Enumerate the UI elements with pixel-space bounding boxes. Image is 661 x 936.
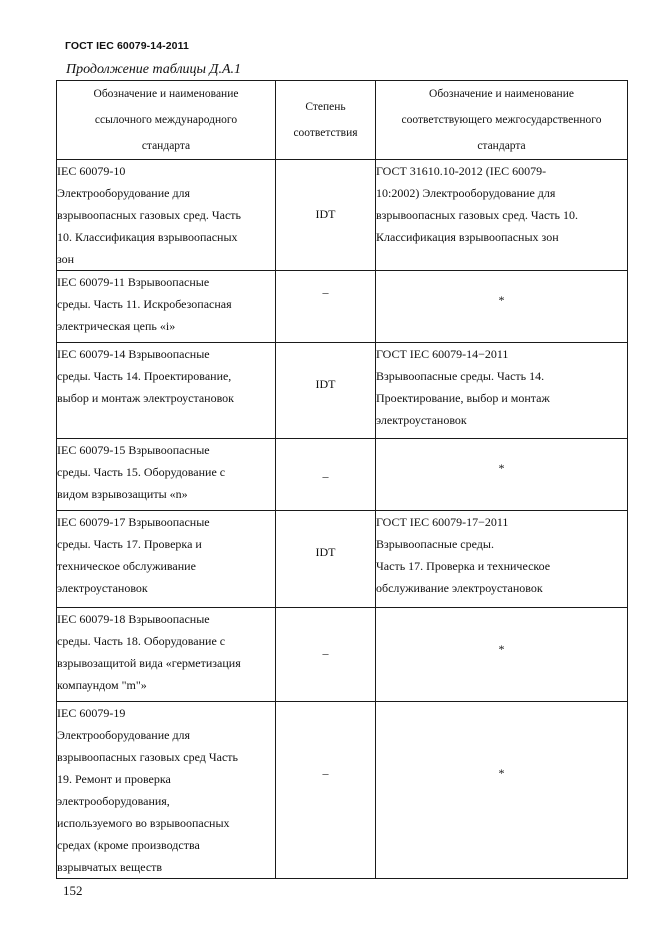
- reference-standard-cell: IEC 60079-18 Взрывоопасные среды. Часть 18. Оборудование с взрывозащитой вида «герметизация компаундом "m"»: [57, 608, 276, 702]
- table-row: [57, 439, 628, 511]
- reference-standard-cell: IEC 60079-19 Электрооборудование для взрывоопасных газовых сред Часть 19. Ремонт и проверка электрооборудования, используемого во взрывоопасных средах (кроме производства взрывчатых веществ: [57, 702, 276, 879]
- corresponding-standard-cell: ГОСТ IEC 60079-17−2011 Взрывоопасные среды. Часть 17. Проверка и техническое обслуживание электроустановок: [376, 511, 628, 608]
- column-header-reference: [57, 81, 276, 160]
- corresponding-standard-cell: ГОСТ IEC 60079-14−2011 Взрывоопасные среды. Часть 14. Проектирование, выбор и монтаж электроустановок: [376, 343, 628, 439]
- reference-standard-cell: IEC 60079-14 Взрывоопасные среды. Часть 14. Проектирование, выбор и монтаж электроустановок: [57, 343, 276, 439]
- reference-standard-cell: IEC 60079-15 Взрывоопасные среды. Часть 15. Оборудование с видом взрывозащиты «n»: [57, 439, 276, 511]
- table-row: [57, 608, 628, 702]
- column-header-corresponding: [376, 81, 628, 160]
- column-header-reference-text: Обозначение и наименование ссылочного международного стандарта: [93, 88, 239, 152]
- table-row: [57, 702, 628, 879]
- corresponding-standard-cell: *: [376, 271, 628, 343]
- corresponding-standard-cell: ГОСТ 31610.10-2012 (IEC 60079- 10:2002) Электрооборудование для взрывоопасных газовых сред. Часть 10. Классификация взрывоопасных зон: [376, 160, 628, 271]
- reference-standard-cell: IEC 60079-11 Взрывоопасные среды. Часть 11. Искробезопасная электрическая цепь «i»: [57, 271, 276, 343]
- table-row: [57, 271, 628, 343]
- degree-cell: IDT: [276, 343, 376, 439]
- table-row: [57, 160, 628, 271]
- reference-standard-cell: IEC 60079-17 Взрывоопасные среды. Часть 17. Проверка и техническое обслуживание электроустановок: [57, 511, 276, 608]
- column-header-degree: [276, 81, 376, 160]
- degree-cell: IDT: [276, 160, 376, 271]
- corresponding-standard-cell: *: [376, 608, 628, 702]
- table-row: [57, 511, 628, 608]
- table-header: [57, 81, 628, 160]
- column-header-corresponding-text: Обозначение и наименование соответствующего межгосударственного стандарта: [401, 88, 602, 152]
- degree-cell: –: [276, 608, 376, 702]
- corresponding-standard-cell: *: [376, 702, 628, 879]
- reference-standard-cell: IEC 60079-10 Электрооборудование для взрывоопасных газовых сред. Часть 10. Классификация взрывоопасных зон: [57, 160, 276, 271]
- table-row: [57, 343, 628, 439]
- degree-cell: IDT: [276, 511, 376, 608]
- column-header-degree-text: Степень соответствия: [293, 101, 358, 139]
- degree-cell: –: [276, 439, 376, 511]
- corresponding-standard-cell: *: [376, 439, 628, 511]
- document-code: ГОСТ IEC 60079-14-2011: [65, 40, 189, 52]
- standards-table: [56, 80, 628, 879]
- header-row: [57, 81, 628, 160]
- page-number: 152: [63, 883, 83, 898]
- degree-cell: –: [276, 702, 376, 879]
- table-caption: Продолжение таблицы Д.А.1: [66, 62, 241, 77]
- degree-cell: –: [276, 271, 376, 343]
